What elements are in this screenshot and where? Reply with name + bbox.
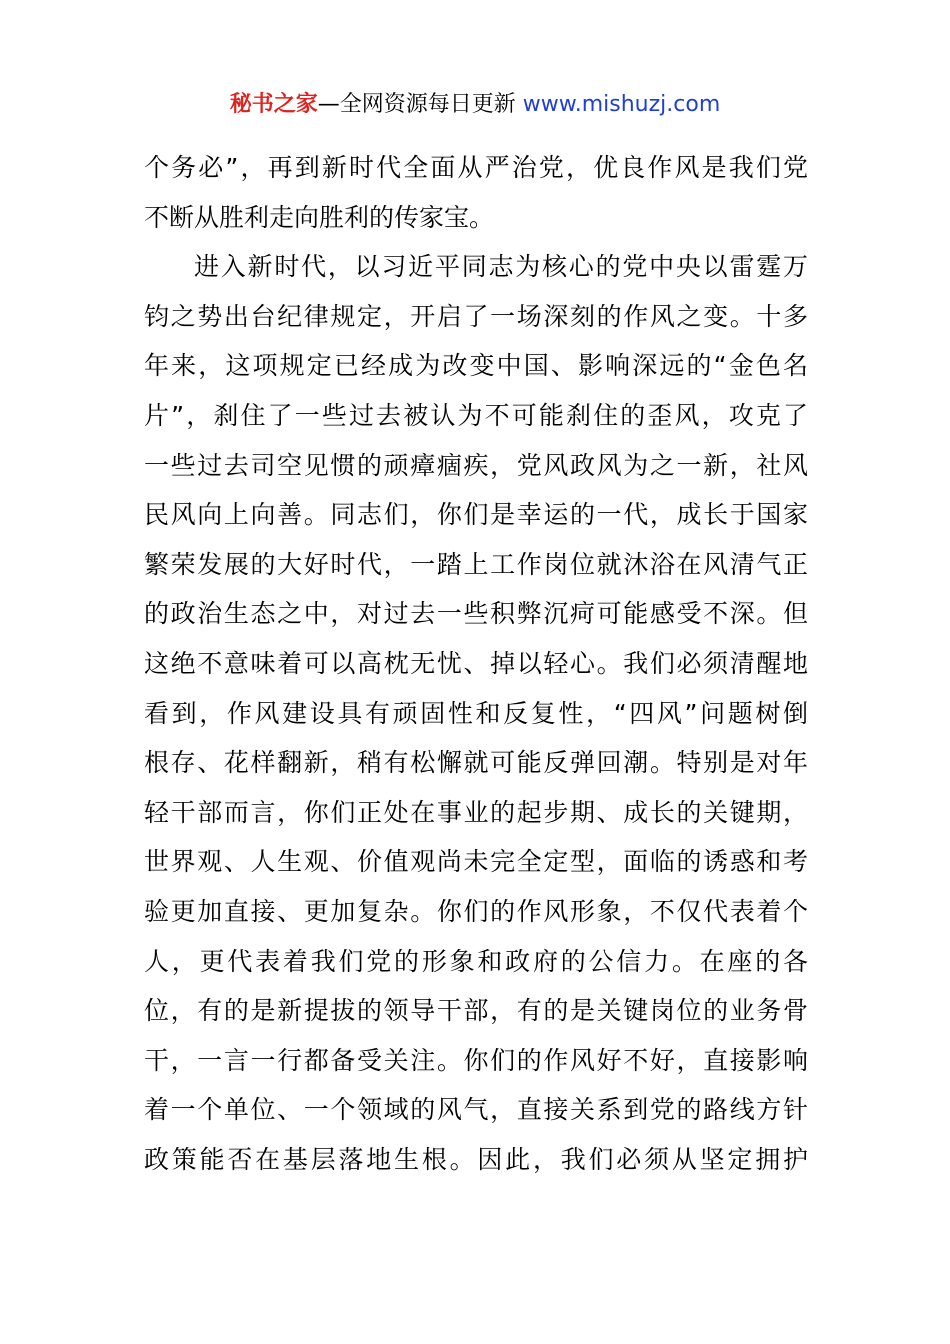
text-line: 轻干部而言，你们正处在事业的起步期、成长的关键期， — [144, 797, 808, 827]
text-line: 片”，刹住了一些过去被认为不可能刹住的歪风，攻克了 — [144, 400, 808, 430]
text-line: 这绝不意味着可以高枕无忧、掉以轻心。我们必须清醒地 — [144, 648, 808, 678]
text-line: 繁荣发展的大好时代，一踏上工作岗位就沐浴在风清气正 — [144, 549, 808, 579]
text-line: 世界观、人生观、价值观尚未完全定型，面临的诱惑和考 — [144, 847, 808, 877]
text-line: 验更加直接、更加复杂。你们的作风形象，不仅代表着个 — [144, 896, 808, 926]
text-line: 钧之势出台纪律规定，开启了一场深刻的作风之变。十多 — [144, 301, 808, 331]
text-line: 政策能否在基层落地生根。因此，我们必须从坚定拥护 — [144, 1144, 808, 1174]
text-line: 人，更代表着我们党的形象和政府的公信力。在座的各 — [144, 946, 808, 976]
text-line: 位，有的是新提拔的领导干部，有的是关键岗位的业务骨 — [144, 996, 808, 1026]
text-line: 个务必”，再到新时代全面从严治党，优良作风是我们党 — [144, 153, 808, 182]
header-tagline: —全网资源每日更新 — [317, 92, 516, 117]
text-line: 根存、花样翻新，稍有松懈就可能反弹回潮。特别是对年 — [144, 748, 808, 778]
text-line: 看到，作风建设具有顽固性和反复性，“四风”问题树倒 — [144, 698, 808, 728]
header-brand: 秘书之家 — [229, 92, 318, 117]
text-line: 着一个单位、一个领域的风气，直接关系到党的路线方针 — [144, 1095, 808, 1125]
text-line: 年来，这项规定已经成为改变中国、影响深远的“金色名 — [144, 351, 808, 381]
text-line: 干，一言一行都备受关注。你们的作风好不好，直接影响 — [144, 1045, 808, 1075]
header-site-link[interactable]: www.mishuzj.com — [522, 92, 721, 117]
text-line: 民风向上向善。同志们，你们是幸运的一代，成长于国家 — [144, 500, 808, 530]
text-line: 的政治生态之中，对过去一些积弊沉疴可能感受不深。但 — [144, 599, 808, 629]
page-header — [0, 88, 950, 122]
text-line: 不断从胜利走向胜利的传家宝。 — [144, 202, 495, 232]
text-line: 一些过去司空见惯的顽瘴痼疾，党风政风为之一新，社风 — [144, 450, 808, 480]
body-text — [144, 143, 808, 1184]
text-line: 进入新时代，以习近平同志为核心的党中央以雷霆万 — [194, 252, 808, 282]
